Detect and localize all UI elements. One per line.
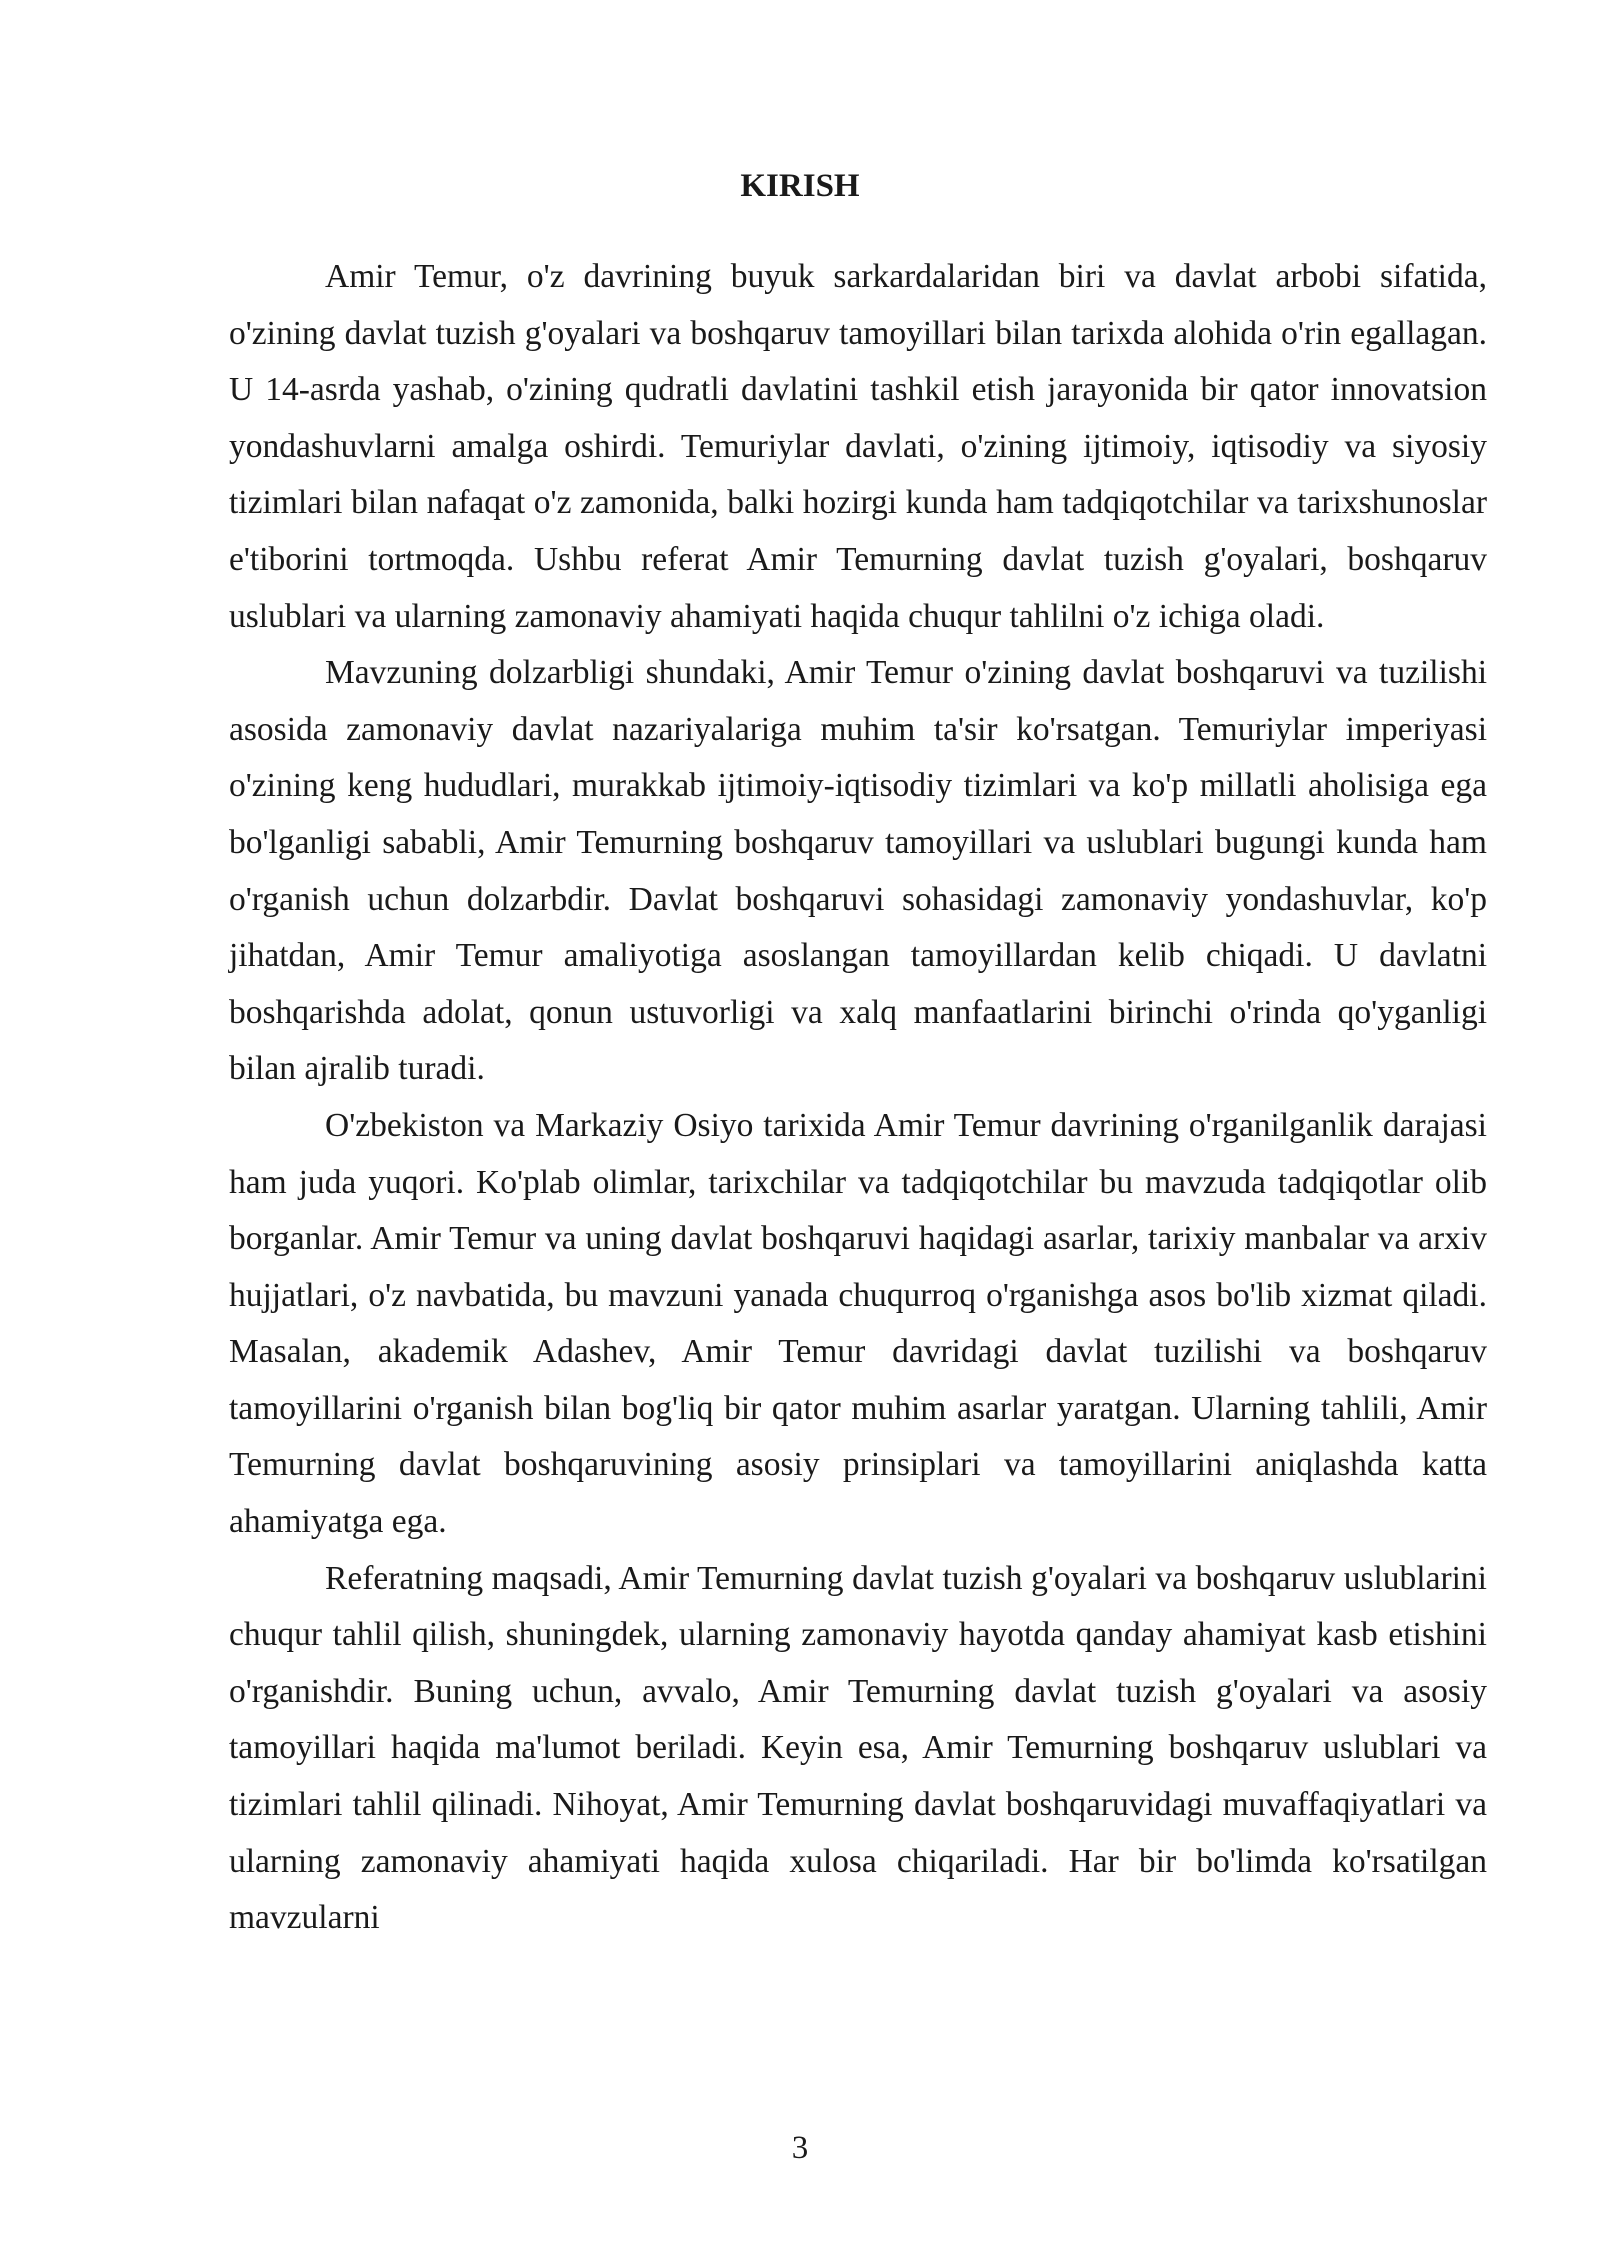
paragraph-relevance: Mavzuning dolzarbligi shundaki, Amir Temur o'zining davlat boshqaruvi va tuzilishi asosida zamonaviy davlat nazariyalariga muhim ta'sir ko'rsatgan. Temuriylar imperiyasi o'zining keng hududlari, murakkab ijtimoiy-iqtisodiy tizimlari va ko'p millatli aholisiga ega bo'lganligi sababli, Amir Temurning boshqaruv tamoyillari va uslublari bugungi kunda ham o'rganish uchun dolzarbdir. Davlat boshqaruvi sohasidagi zamonaviy yondashuvlar, ko'p jihatdan, Amir Temur amaliyotiga asoslangan tamoyillardan kelib chiqadi. U davlatni boshqarishda adolat, qonun ustuvorligi va xalq manfaatlarini birinchi o'rinda qo'yganligi bilan ajralib turadi. xyxy=(229,654,1487,1088)
section-heading: KIRISH xyxy=(740,168,860,204)
paragraph-study-level: O'zbekiston va Markaziy Osiyo tarixida Amir Temur davrining o'rganilganlik darajasi ham juda yuqori. Ko'plab olimlar, tarixchilar va tadqiqotchilar bu mavzuda tadqiqotlar olib borganlar. Amir Temur va uning davlat boshqaruvi haqidagi asarlar, tarixiy manbalar va arxiv hujjatlari, o'z navbatida, bu mavzuni yanada chuqurroq o'rganishga asos bo'lib xizmat qiladi. Masalan, akademik Adashev, Amir Temur davridagi davlat tuzilishi va boshqaruv tamoyillarini o'rganish bilan bog'liq bir qator muhim asarlar yaratgan. Ularning tahlili, Amir Temurning davlat boshqaruvining asosiy prinsiplari va tamoyillarini aniqlashda katta ahamiyatga ega. xyxy=(229,1106,1487,1541)
body-text xyxy=(229,249,1487,1947)
paragraph-purpose: Referatning maqsadi, Amir Temurning davlat tuzish g'oyalari va boshqaruv uslublarini chuqur tahlil qilish, shuningdek, ularning zamonaviy hayotda qanday ahamiyat kasb etishini o'rganishdir. Buning uchun, avvalo, Amir Temurning davlat tuzish g'oyalari va asosiy tamoyillari haqida ma'lumot beriladi. Keyin esa, Amir Temurning boshqaruv uslublari va tizimlari tahlil qilinadi. Nihoyat, Amir Temurning davlat boshqaruvidagi muvaffaqiyatlari va ularning zamonaviy ahamiyati haqida xulosa chiqariladi. Har bir bo'limda ko'rsatilgan mavzularni xyxy=(229,1559,1487,1937)
paragraph-intro: Amir Temur, o'z davrining buyuk sarkardalaridan biri va davlat arbobi sifatida, o'zining davlat tuzish g'oyalari va boshqaruv tamoyillari bilan tarixda alohida o'rin egallagan. U 14-asrda yashab, o'zining qudratli davlatini tashkil etish jarayonida bir qator innovatsion yondashuvlarni amalga oshirdi. Temuriylar davlati, o'zining ijtimoiy, iqtisodiy va siyosiy tizimlari bilan nafaqat o'z zamonida, balki hozirgi kunda ham tadqiqotchilar va tarixshunoslar e'tiborini tortmoqda. Ushbu referat Amir Temurning davlat tuzish g'oyalari, boshqaruv uslublari va ularning zamonaviy ahamiyati haqida chuqur tahlilni o'z ichiga oladi. xyxy=(229,258,1487,635)
page-number: 3 xyxy=(791,2130,809,2166)
